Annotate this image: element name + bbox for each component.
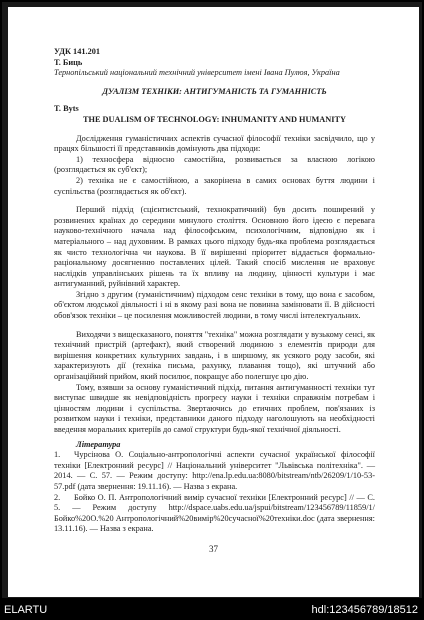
- paragraph-first-approach: Перший підхід (сцієнтистський, технократичний) був досить поширений у розвинених країнах до середини минулого століття. Основною його ідеєю є перевага науково-технічного начала над філософським, психологічним, відповідно як і матеріального – над духовним. В рамках цього підходу будь-яка проблема розглядається як чисто технологічна чи наукова. В її вирішенні пріоритет віддається формально-раціональному досягненню поставлених цілей. Такий спосіб мислення не враховує наслідків управлінських рішень та їх впливу на людину, цінності культури і має антигуманний, руйнівний характер.: [54, 205, 375, 289]
- reference-item: [54, 450, 375, 492]
- affiliation: Тернопільський національний технічний університет імені Івана Пулюя, Україна: [54, 68, 340, 78]
- page-number: 37: [209, 544, 218, 554]
- reference-text: Чурсінова О. Соціально-антропологічні аспекти сучасної української філософії техніки [Електронний ресурс] // Національний університет "Львівська політехніка". — 2014. — С. 57. — Режим доступу: http://ena.lp.edu.ua:8080/bitstream/ntb/26209/1/10-53-57.pdf (дата звернення: 19.11.16). — Назва з екрана.: [54, 450, 375, 491]
- paragraph-conclusion: Тому, взявши за основу гуманістичний підхід, питання антигуманності техніки тут виступає швидше як невідповідність прогресу науки і техніки справжнім потребам і цінностям людини і суспільства. Звертаючись до етичних проблем, пов'язаних із розвитком науки і техніки, представники даного підходу наголошують на необхідності введення моральних критеріїв до самої структури будь-якої технічної діяльності.: [54, 382, 375, 434]
- handle-identifier: hdl:123456789/18512: [311, 604, 418, 616]
- reference-item: [54, 493, 375, 535]
- repository-name: ELARTU: [4, 604, 48, 616]
- viewer-footer: [0, 601, 424, 620]
- page-frame: [2, 2, 422, 598]
- paragraph-intro: Дослідження гуманістичних аспектів сучасної філософії техніки засвідчило, що у працях більшості її представників домінують два підходи:: [54, 133, 375, 154]
- literature-heading: Література: [76, 439, 121, 449]
- reference-text: Бойко О. П. Антропологічний вимір сучасної техніки [Електронний ресурс] // — С. 5. — Режим доступу http://dspace.uabs.edu.ua/jspui/bitstream/123456789/11859/1/Бойко%20О.%20 Антропологічний%20вимір%20сучасної%20техніки.doc (дата звернення: 13.11.16). — Назва з екрана.: [54, 492, 375, 534]
- paragraph-second-approach: Згідно з другим (гуманістичним) підходом сенс техніки в тому, що вона є засобом, об'єктом людської діяльності і ні в якому разі вона не повинна замінювати її. В дійсності обов'язок техніки – це посилення можливостей людини, в тому числі інтелектуальних.: [54, 289, 375, 321]
- author-en: T. Byts: [54, 104, 79, 114]
- title-en: THE DUALISM OF TECHNOLOGY: INHUMANITY AND HUMANITY: [82, 114, 347, 124]
- reference-number: 2.: [54, 492, 61, 502]
- reference-number: 1.: [54, 450, 61, 460]
- udk-code: УДК 141.201: [54, 47, 101, 56]
- list-item-1: 1) техносфера відносно самостійна, розвивається за власною логікою (розглядається як суб'єкт);: [54, 154, 375, 175]
- author-ua: Т. Биць: [54, 57, 83, 67]
- title-ua: ДУАЛІЗМ ТЕХНІКИ: АНТИГУМАНІСТЬ ТА ГУМАННІСТЬ: [102, 86, 327, 96]
- list-item-2: 2) техніка не є самостійною, а закорінена в самих основах буття людини і суспільства (розглядається як об'єкт).: [54, 175, 375, 196]
- paragraph-technique-concept: Виходячи з вищесказаного, поняття "техніка" можна розглядати у вузькому сенсі, як технічний пристрій (артефакт), який створений людиною з елементів природи для вирішення конкретних культурних завдань, і в ширшому, як усякого роду засоби, які характеризують дії (техніка письма, рахунку, плавання тощо), які штучний або організаційний прийом, який посилює, покращує або полегшує цю дію.: [54, 329, 375, 382]
- document-page: [8, 7, 419, 597]
